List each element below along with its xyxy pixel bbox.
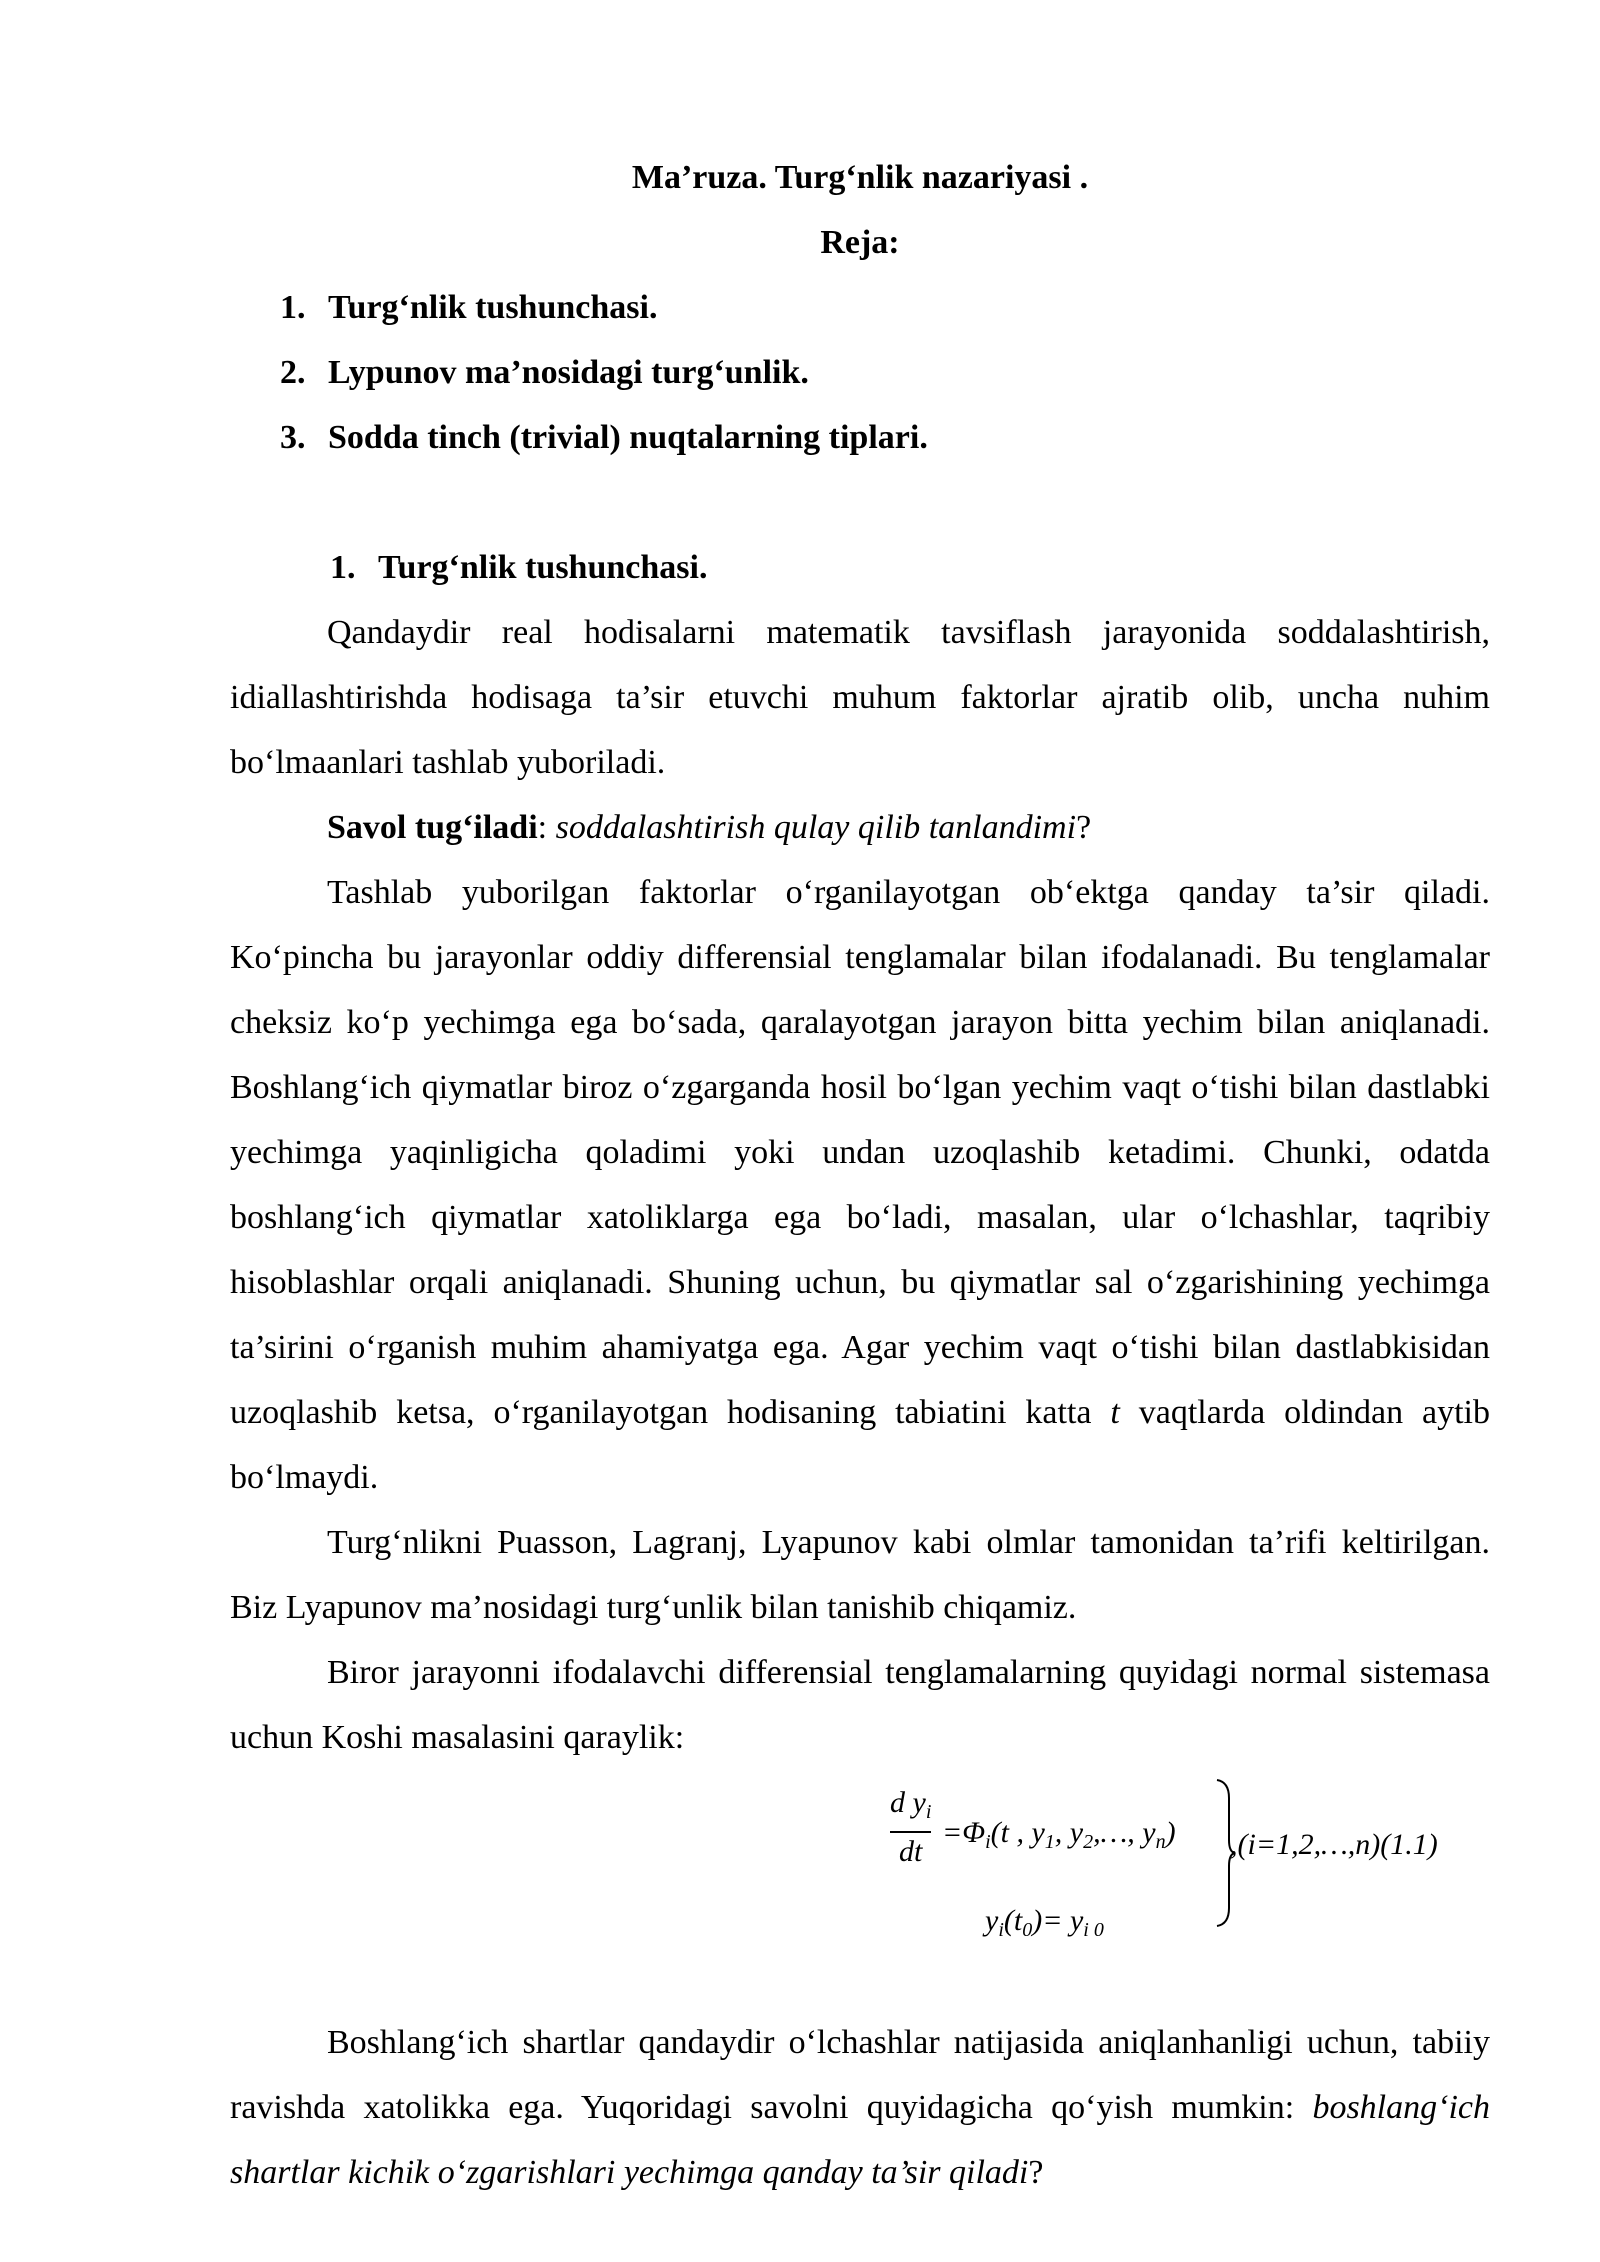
equation-index-and-number: ,(i=1,2,…,n)(1.1): [1230, 1828, 1438, 1861]
plan-item: [280, 340, 928, 405]
derivative-fraction: [890, 1784, 931, 1871]
plan-item-number: 1.: [280, 289, 306, 326]
plan-list: [280, 275, 928, 470]
paragraph: [230, 860, 1490, 1510]
plan-item: [280, 275, 928, 340]
question-separator: :: [537, 809, 556, 846]
equation-1-1: [230, 1770, 1490, 2010]
paragraph: Turg‘nlikni Puasson, Lagranj, Lyapunov kabi olmlar tamonidan ta’rifi keltirilgan. Biz Lyapunov ma’nosidagi turg‘unlik bilan tanishib chiqamiz.: [230, 1524, 1490, 1626]
paragraph: [230, 2010, 1490, 2205]
plan-item: [280, 405, 928, 470]
question-mark: ?: [1076, 809, 1092, 846]
plan-item-number: 3.: [280, 419, 306, 456]
equation-rhs: $=\Phi_i(t$ , $y_1$, $y_2,\dots$, $y_n$): [942, 1816, 1176, 1853]
fraction-numerator: d $y_i$: [890, 1786, 932, 1823]
question-mark: ?: [1028, 2154, 1044, 2191]
emphasized-question: boshlang‘ich shartlar kichik o‘zgarishlari yechimga qanday ta’sir qiladi: [230, 2089, 1490, 2191]
fraction-denominator: dt: [890, 1831, 931, 1871]
plan-item-number: 2.: [280, 354, 306, 391]
question-label: Savol tug‘iladi: [327, 809, 538, 846]
paragraph-text: Tashlab yuborilgan faktorlar o‘rganilayotgan ob‘ektga qanday ta’sir qiladi. Ko‘pincha bu jarayonlar oddiy differensial tenglamalar bilan ifodalanadi. Bu tenglamalar cheksiz ko‘p yechimga ega bo‘sada, qaralayotgan jarayon bitta yechim bilan aniqlanadi. Boshlang‘ich qiymatlar biroz o‘zgarganda hosil bo‘lgan yechim vaqt o‘tishi bilan dastlabki yechimga yaqinligicha qoladimi yoki undan uzoqlashib ketadimi. Chunki, odatda boshlang‘ich qiymatlar xatoliklarga ega bo‘ladi, masalan, ular o‘lchashlar, taqribiy hisoblashlar orqali aniqlanadi. Shuning uchun, bu qiymatlar sal o‘zgarishining yechimga ta’sirini o‘rganish muhim ahamiyatga ega. Agar yechim vaqt o‘tishi bilan dastlabkisidan uzoqlashib ketsa, o‘rganilayotgan hodisaning tabiatini katta: [230, 874, 1490, 1431]
paragraph: Biror jarayonni ifodalavchi differensial tenglamalarning quyidagi normal sistemasa uchun Koshi masalasini qaraylik:: [230, 1654, 1490, 1756]
paragraph-text: vaqtlarda oldindan aytib bo‘lmaydi.: [230, 1394, 1490, 1496]
variable-t: t: [1110, 1394, 1120, 1431]
paragraph-text: Boshlang‘ich shartlar qandaydir o‘lchashlar natijasida aniqlanhanligi uchun, tabiiy ravishda xatolikka ega. Yuqoridagi savolni quyidagicha qo‘yish mumkin:: [230, 2024, 1490, 2126]
paragraph-question: [230, 795, 1490, 860]
question-text: soddalashtirish qulay qilib tanlandimi: [555, 809, 1077, 846]
plan-item-label: Sodda tinch (trivial) nuqtalarning tiplari.: [328, 419, 928, 456]
body-text: [230, 600, 1490, 2205]
section-number: 1.: [330, 549, 356, 586]
paragraph: Qandaydir real hodisalarni matematik tavsiflash jarayonida soddalashtirish, idiallashtirishda hodisaga ta’sir etuvchi muhum faktorlar ajratib olib, uncha nuhim bo‘lmaanlari tashlab yuboriladi.: [230, 614, 1490, 781]
section-heading: [330, 535, 707, 600]
plan-item-label: Lypunov ma’nosidagi turg‘unlik.: [328, 354, 809, 391]
plan-heading: Reja:: [820, 224, 900, 261]
page-title: Ma’ruza. Turg‘nlik nazariyasi .: [631, 159, 1089, 196]
initial-condition: $y_i(t_0)= y_{i 0}$: [985, 1904, 1104, 1941]
section-title: Turg‘nlik tushunchasi.: [378, 549, 708, 586]
plan-item-label: Turg‘nlik tushunchasi.: [328, 289, 658, 326]
